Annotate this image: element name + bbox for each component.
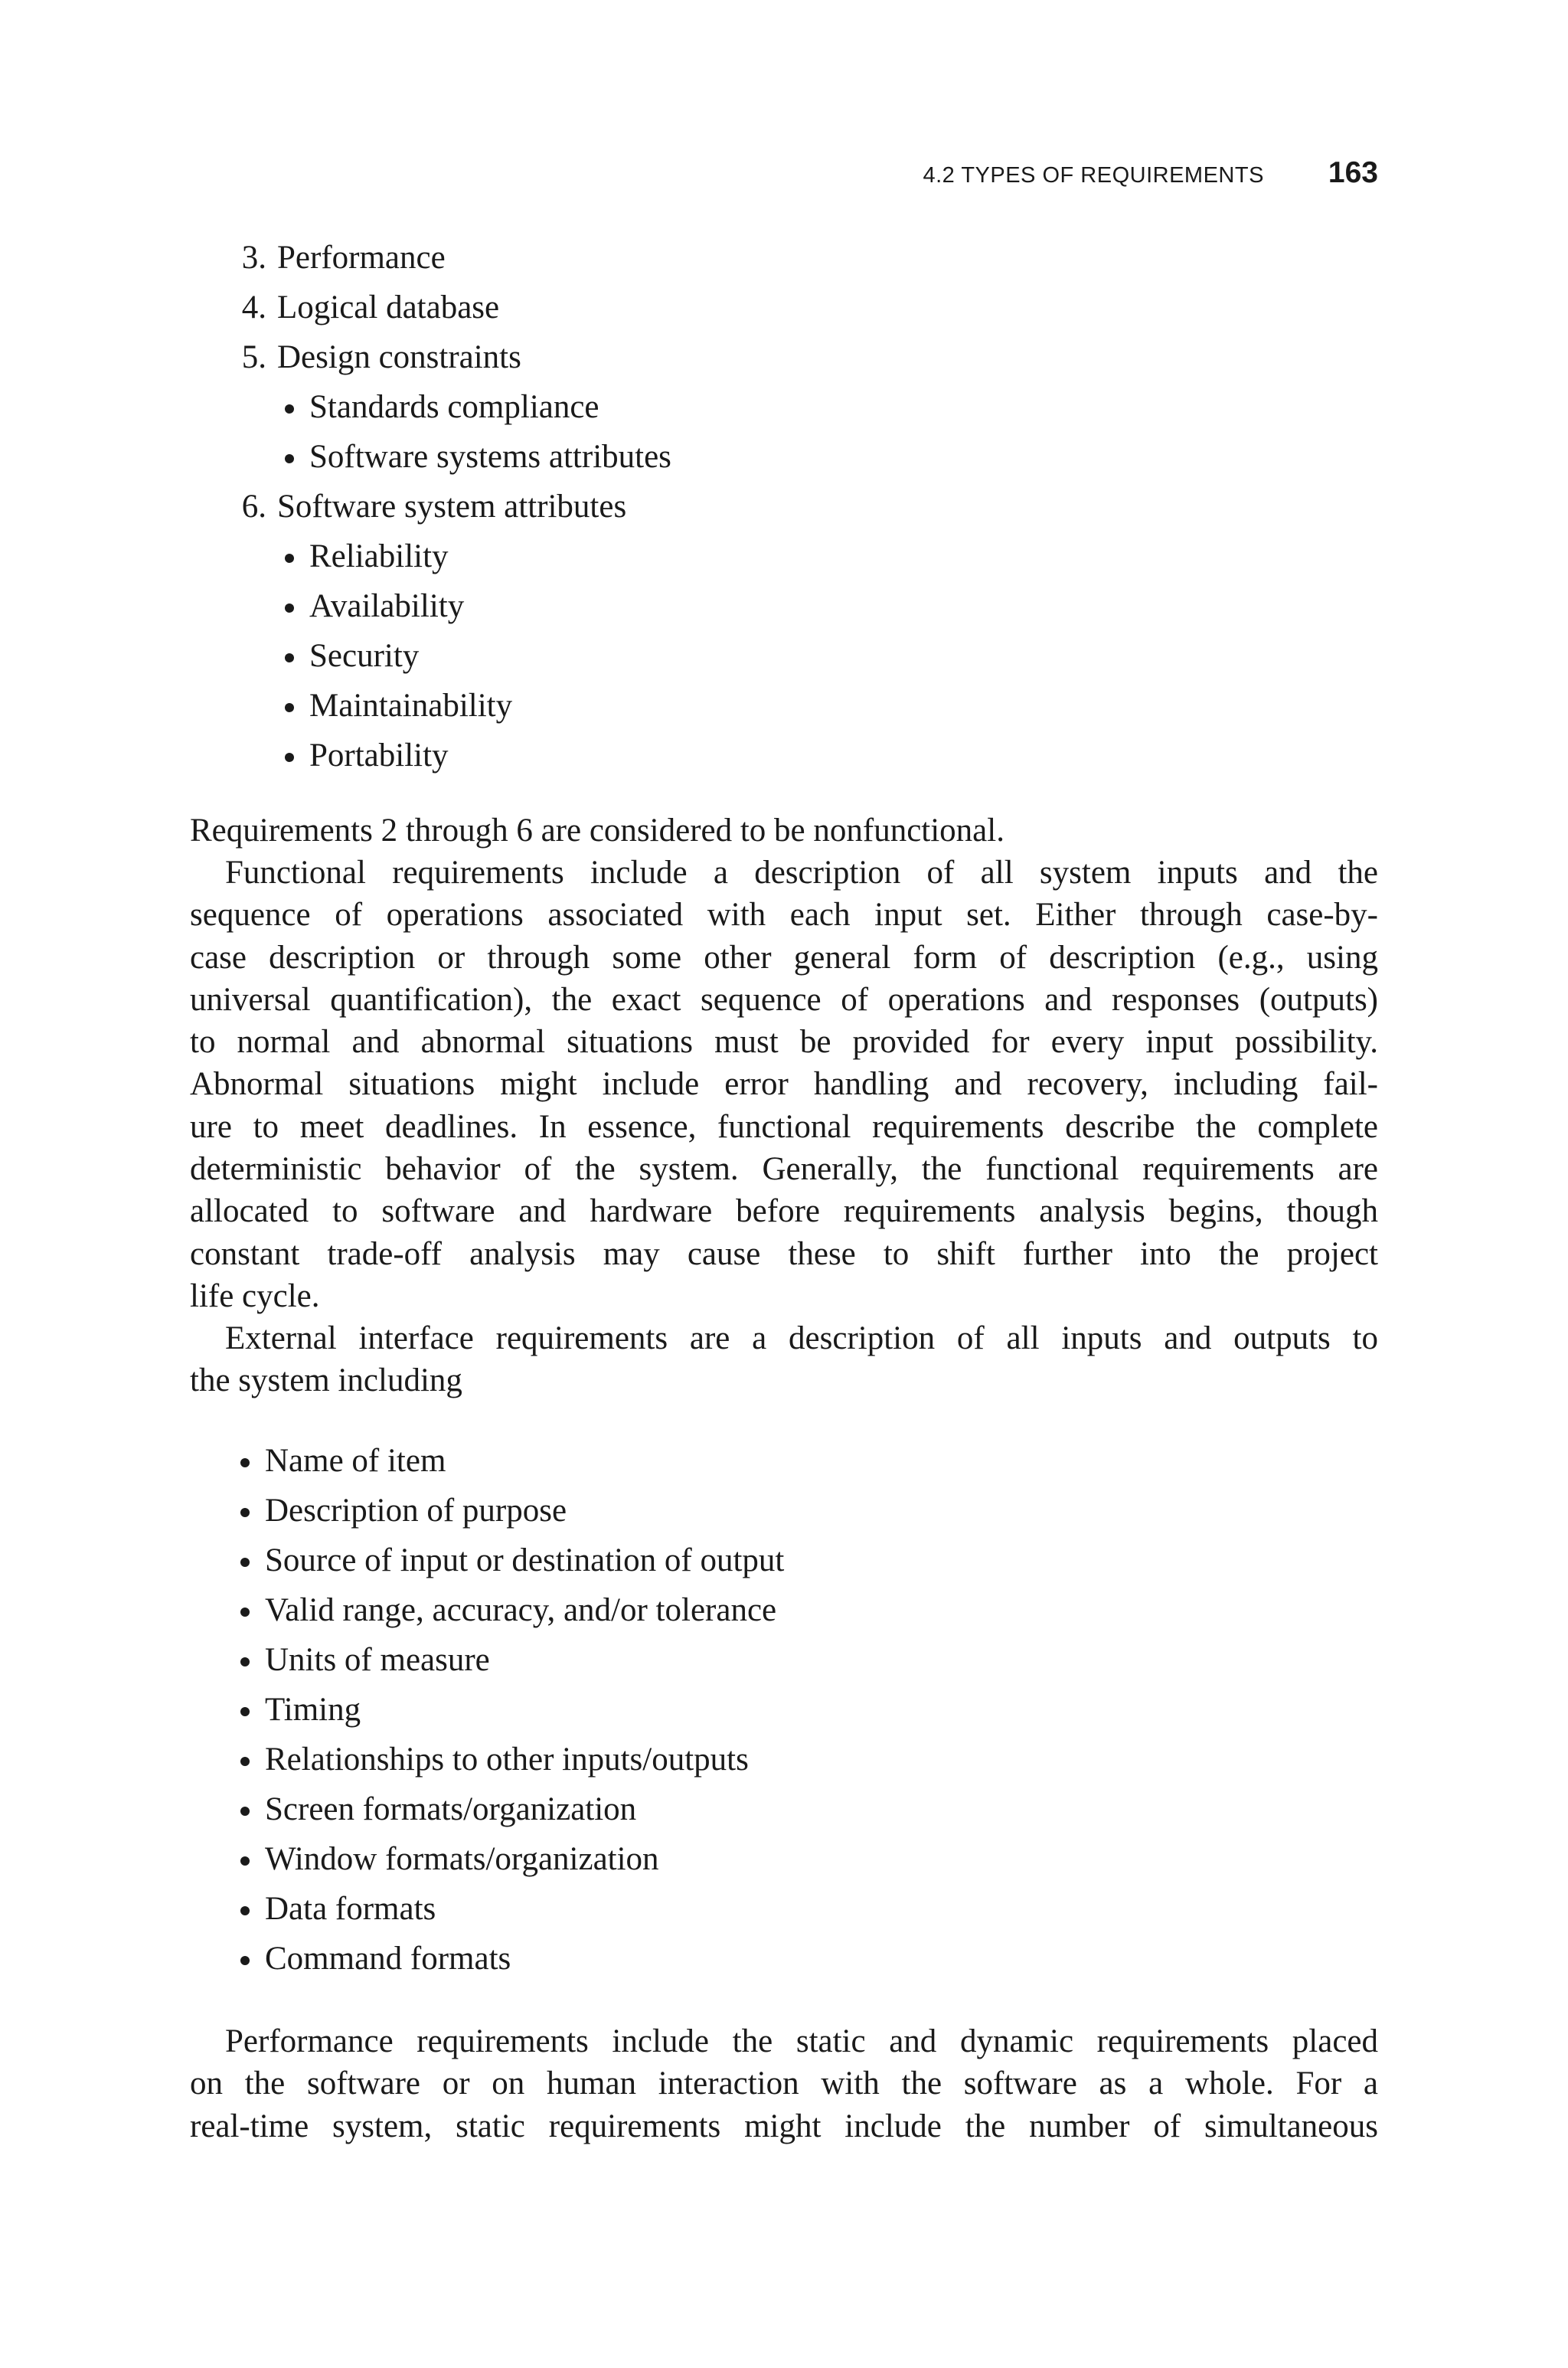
list-item-text: Relationships to other inputs/outputs — [265, 1742, 749, 1778]
bullet-icon — [240, 1657, 250, 1666]
page-number: 163 — [1328, 156, 1378, 189]
list-marker: 4. — [241, 289, 266, 325]
text-line: allocated to software and hardware before requirements analysis begins, though — [190, 1193, 1378, 1230]
text-line: sequence of operations associated with each input set. Either through case-by- — [190, 897, 1378, 934]
bullet-icon — [240, 1508, 250, 1517]
list-item-text: Timing — [265, 1692, 361, 1728]
text-line: case description or through some other general form of description (e.g., using — [190, 939, 1378, 976]
list-item-text: Design constraints — [277, 339, 521, 375]
bullet-icon — [240, 1906, 250, 1915]
bullet-icon — [285, 653, 294, 662]
list-item — [265, 1884, 436, 1934]
text-line: External interface requirements are a description of all inputs and outputs to — [225, 1320, 1378, 1356]
list-item — [265, 1685, 361, 1735]
list-item-text: Maintainability — [309, 688, 513, 724]
bullet-icon — [285, 404, 294, 414]
bullet-icon — [240, 1757, 250, 1766]
bullet-icon — [285, 703, 294, 712]
bullet-icon — [285, 603, 294, 613]
list-item-text: Logical database — [277, 289, 500, 325]
list-item-text: Standards compliance — [309, 389, 599, 425]
list-item — [265, 1934, 511, 1984]
text-line: Performance requirements include the static and dynamic requirements placed — [225, 2023, 1378, 2059]
list-item — [265, 1536, 784, 1585]
list-item — [265, 1436, 446, 1486]
sub-list-item — [309, 531, 449, 581]
paragraph-external-interface — [190, 1317, 1378, 1402]
bullet-icon — [240, 1856, 250, 1866]
text-line: constant trade-off analysis may cause these to shift further into the project — [190, 1235, 1378, 1272]
list-item-text: Name of item — [265, 1443, 446, 1479]
running-head — [923, 156, 1378, 190]
sub-list-item — [309, 382, 599, 432]
list-item-text: Availability — [309, 588, 465, 624]
text-line: Functional requirements include a description of all system inputs and the — [225, 855, 1378, 891]
text-line: deterministic behavior of the system. Generally, the functional requirements are — [190, 1151, 1378, 1188]
list-item-text: Software systems attributes — [309, 439, 671, 475]
paragraph-functional-requirements — [190, 852, 1378, 1317]
list-item — [265, 1834, 659, 1884]
text-line: universal quantification), the exact sequence of operations and responses (outputs) — [190, 981, 1378, 1018]
list-item-text: Portability — [309, 738, 449, 774]
bullet-icon — [240, 1458, 250, 1467]
list-item — [265, 1784, 636, 1834]
text-line: ure to meet deadlines. In essence, functional requirements describe the complete — [190, 1108, 1378, 1145]
list-item-text: Description of purpose — [265, 1493, 567, 1529]
text-line: life cycle. — [190, 1277, 320, 1314]
sub-list-item — [309, 432, 671, 482]
bullet-icon — [240, 1558, 250, 1567]
sub-list-item — [309, 631, 419, 681]
list-item-text: Source of input or destination of output — [265, 1542, 785, 1578]
text-line: real-time system, static requirements might include the number of simultaneous — [190, 2108, 1378, 2144]
bullet-icon — [285, 554, 294, 563]
list-marker: 6. — [241, 489, 266, 525]
list-item — [241, 482, 627, 531]
text-line: Abnormal situations might include error handling and recovery, including fail- — [190, 1066, 1378, 1103]
list-item-text: Command formats — [265, 1941, 511, 1977]
list-item-text: Data formats — [265, 1891, 436, 1927]
list-item-text: Valid range, accuracy, and/or tolerance — [265, 1592, 777, 1628]
paragraph-performance-requirements — [190, 2020, 1378, 2147]
bullet-icon — [240, 1807, 250, 1816]
list-item — [265, 1486, 567, 1536]
running-head-section: 4.2 TYPES OF REQUIREMENTS — [923, 163, 1264, 188]
sub-list-item — [309, 731, 449, 780]
bullet-icon — [240, 1956, 250, 1965]
bullet-icon — [285, 454, 294, 463]
list-marker: 3. — [241, 240, 266, 276]
list-item — [265, 1635, 490, 1685]
list-item-text: Screen formats/organization — [265, 1791, 637, 1827]
list-item-text: Units of measure — [265, 1642, 490, 1678]
bullet-icon — [285, 753, 294, 762]
text-line: to normal and abnormal situations must be provided for every input possibility. — [190, 1024, 1378, 1061]
list-item-text: Reliability — [309, 538, 449, 574]
list-item-text: Security — [309, 638, 420, 674]
bullet-icon — [240, 1608, 250, 1617]
list-item — [265, 1735, 749, 1784]
paragraph-nonfunctional — [190, 810, 1378, 852]
list-item — [265, 1585, 776, 1635]
sub-list-item — [309, 581, 464, 631]
list-marker: 5. — [241, 339, 266, 375]
text-line: Requirements 2 through 6 are considered to be nonfunctional. — [190, 813, 1004, 849]
list-item — [241, 233, 446, 283]
list-item — [241, 332, 521, 382]
list-item-text: Performance — [277, 240, 446, 276]
text-line: on the software or on human interaction with the software as a whole. For a — [190, 2065, 1378, 2102]
text-line: the system including — [190, 1362, 462, 1399]
sub-list-item — [309, 681, 512, 731]
bullet-icon — [240, 1707, 250, 1716]
list-item-text: Window formats/organization — [265, 1841, 659, 1877]
list-item-text: Software system attributes — [277, 489, 627, 525]
list-item — [241, 283, 500, 332]
